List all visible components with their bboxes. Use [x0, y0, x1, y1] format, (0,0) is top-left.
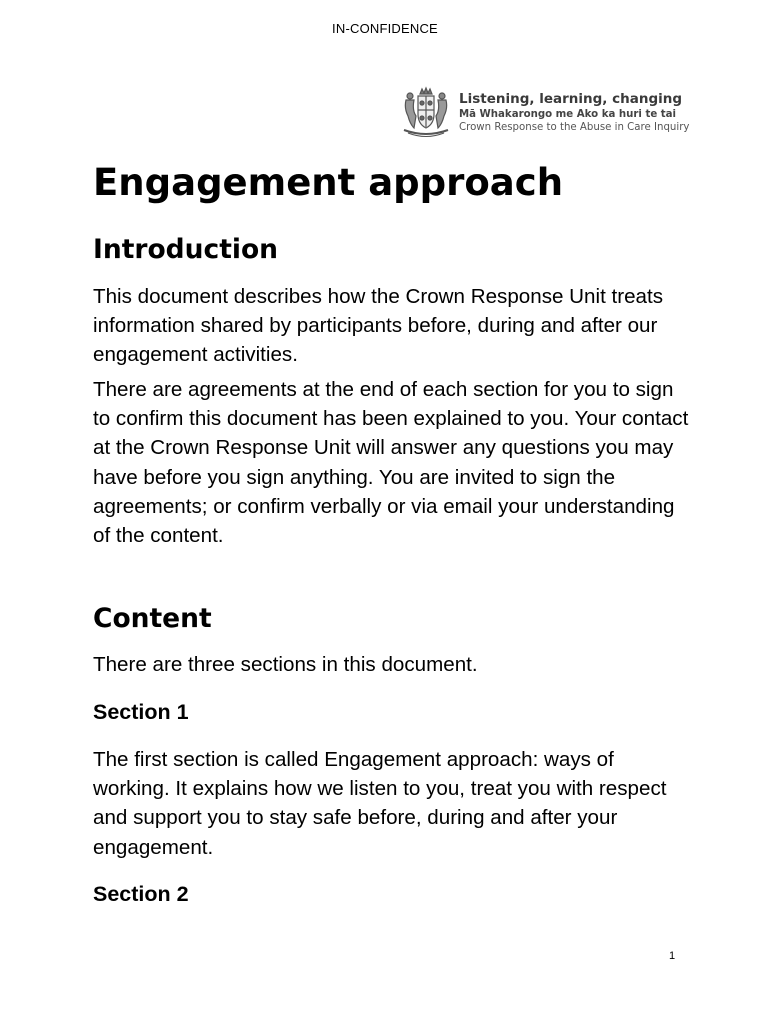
section-1-heading: Section 1 [93, 700, 189, 724]
section-2-heading: Section 2 [93, 882, 189, 906]
logo-text [459, 91, 689, 134]
logo-unit-name: Crown Response to the Abuse in Care Inquiry [459, 122, 690, 133]
content-heading: Content [93, 603, 212, 634]
classification-header: IN-CONFIDENCE [332, 21, 438, 36]
section-1-paragraph: The first section is called Engagement approach: ways of working. It explains how we listen to you, treat you with respect and support you to stay safe before, during and after your engagement. [93, 748, 667, 859]
introduction-paragraph-2: There are agreements at the end of each section for you to sign to confirm this document has been explained to you. Your contact at the Crown Response Unit will answer any questions you may have before you sign anything. You are invited to sign the agreements; or confirm verbally or via email your understanding of the content. [93, 378, 689, 548]
introduction-paragraph-1: This document describes how the Crown Response Unit treats information shared by participants before, during and after our engagement activities. [93, 285, 664, 367]
content-paragraph: There are three sections in this document. [93, 653, 478, 676]
document-title: Engagement approach [93, 161, 564, 204]
crown-response-logo [398, 86, 690, 138]
introduction-heading: Introduction [93, 234, 279, 265]
logo-tagline: Listening, learning, changing [459, 91, 683, 107]
coat-of-arms-icon [398, 86, 454, 138]
page-number: 1 [669, 950, 676, 962]
logo-maori-tagline: Mā Whakarongo me Ako ka huri te tai [459, 109, 677, 120]
